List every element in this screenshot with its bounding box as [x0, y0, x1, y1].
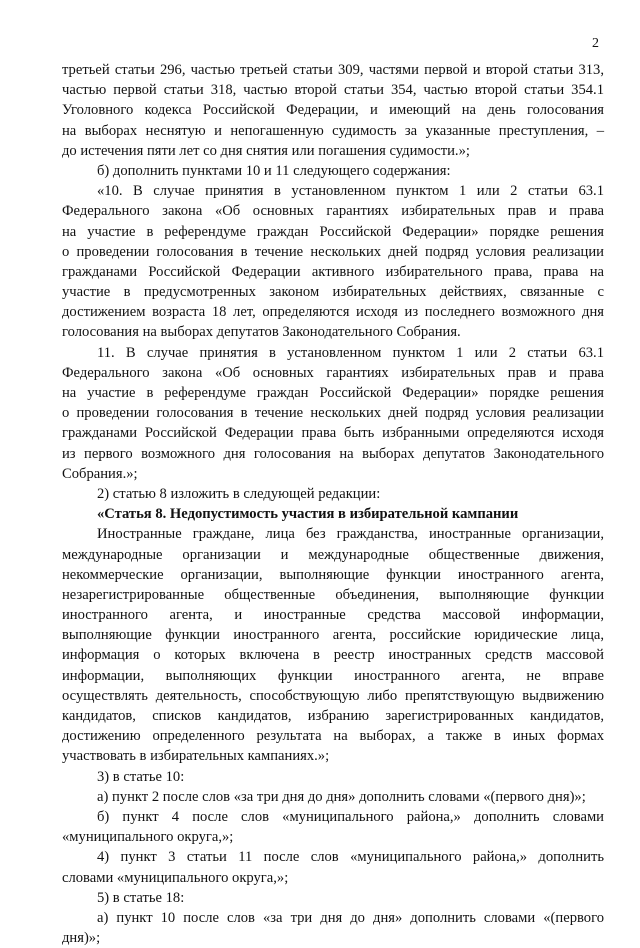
text-line: Федерального закона «Об основных гарантиях избирательных прав и права: [62, 364, 604, 381]
page-number: 2: [592, 36, 599, 51]
text-line: «10. В случае принятия в установленном пунктом 1 или 2 статьи 63.1: [97, 183, 604, 200]
text-line: некоммерческие организации, выполняющие функции иностранного агента,: [62, 566, 604, 583]
text-line: третьей статьи 296, частью третьей статьи 309, частями первой и второй статьи 313,: [62, 62, 604, 78]
text-line: 3) в статье 10:: [97, 768, 185, 785]
text-line: 2) статью 8 изложить в следующей редакции:: [97, 485, 381, 502]
text-line: незарегистрированные общественные объединения, выполняющие функции: [62, 586, 604, 603]
text-line: гражданами Российской Федерации права быть избранными определяются исходя: [62, 425, 604, 442]
text-line: выполняющие функции иностранного агента, российские юридические лица,: [62, 627, 604, 644]
text-line: участвовать в избирательных кампаниях.»;: [62, 748, 330, 765]
text-line: б) дополнить пунктами 10 и 11 следующего содержания:: [97, 162, 451, 179]
text-line: словами «муниципального округа,»;: [62, 869, 289, 886]
text-line: информация о которых включена в реестр иностранных средств массовой: [62, 647, 604, 664]
text-line: осуществлять деятельность, способствующую либо препятствующую выдвижению: [62, 687, 604, 704]
text-line: Собрания.»;: [62, 465, 138, 482]
text-line: иностранного агента, и иностранные средства массовой информации,: [62, 607, 604, 624]
article-heading: «Статья 8. Недопустимость участия в избирательной кампании: [97, 506, 519, 523]
text-line: до истечения пяти лет со дня снятия или погашения судимости.»;: [62, 142, 470, 159]
text-line: информации, выполняющих функции иностранного агента, не вправе: [62, 667, 604, 684]
text-line: а) пункт 2 после слов «за три дня до дня» дополнить словами «(первого дня)»;: [97, 788, 586, 805]
text-line: а) пункт 10 после слов «за три дня до дня» дополнить словами «(первого: [97, 909, 604, 926]
text-line: международные организации и международные общественные движения,: [62, 546, 604, 563]
text-line: гражданами Российской Федерации активного избирательного права, права на: [62, 263, 604, 280]
text-line: на участие в референдуме граждан Российской Федерации» порядке решения: [62, 223, 604, 240]
text-line: «муниципального округа,»;: [62, 829, 234, 846]
text-line: кандидатов, списков кандидатов, избранию зарегистрированных кандидатов,: [62, 708, 604, 724]
text-line: дня)»;: [62, 930, 101, 947]
text-line: достижению определенного результата на выборах, а также в иных формах: [62, 728, 604, 745]
text-line: о проведении голосования в течение нескольких дней подряд условия реализации: [62, 405, 604, 422]
text-line: 4) пункт 3 статьи 11 после слов «муниципального района,» дополнить: [97, 849, 604, 866]
text-line: Иностранные граждане, лица без гражданства, иностранные организации,: [97, 526, 604, 543]
text-line: 11. В случае принятия в установленном пунктом 1 или 2 статьи 63.1: [97, 344, 604, 361]
text-line: Федерального закона «Об основных гарантиях избирательных прав и права: [62, 203, 604, 220]
text-line: достижением возраста 18 лет, определяются исходя из последнего возможного дня: [62, 304, 604, 321]
text-line: 5) в статье 18:: [97, 889, 185, 906]
text-line: о проведении голосования в течение нескольких дней подряд условия реализации: [62, 243, 604, 260]
text-line: частью первой статьи 318, частью второй статьи 354, частью второй статьи 354.1: [62, 82, 604, 99]
text-line: Уголовного кодекса Российской Федерации, и имеющий на день голосования: [62, 102, 604, 119]
text-line: на участие в референдуме граждан Российской Федерации» порядке решения: [62, 385, 604, 401]
text-line: на выборах неснятую и непогашенную судимость за указанные преступления, –: [62, 122, 604, 139]
text-line: участие в предусмотренных законом избирательных действиях, связанные с: [62, 284, 604, 301]
document-body: [62, 60, 604, 948]
text-line: голосования на выборах депутатов Законодательного Собрания.: [62, 324, 461, 341]
text-line: б) пункт 4 после слов «муниципального района,» дополнить словами: [97, 808, 604, 825]
text-line: из первого возможного дня голосования на выборах депутатов Законодательного: [62, 445, 604, 462]
